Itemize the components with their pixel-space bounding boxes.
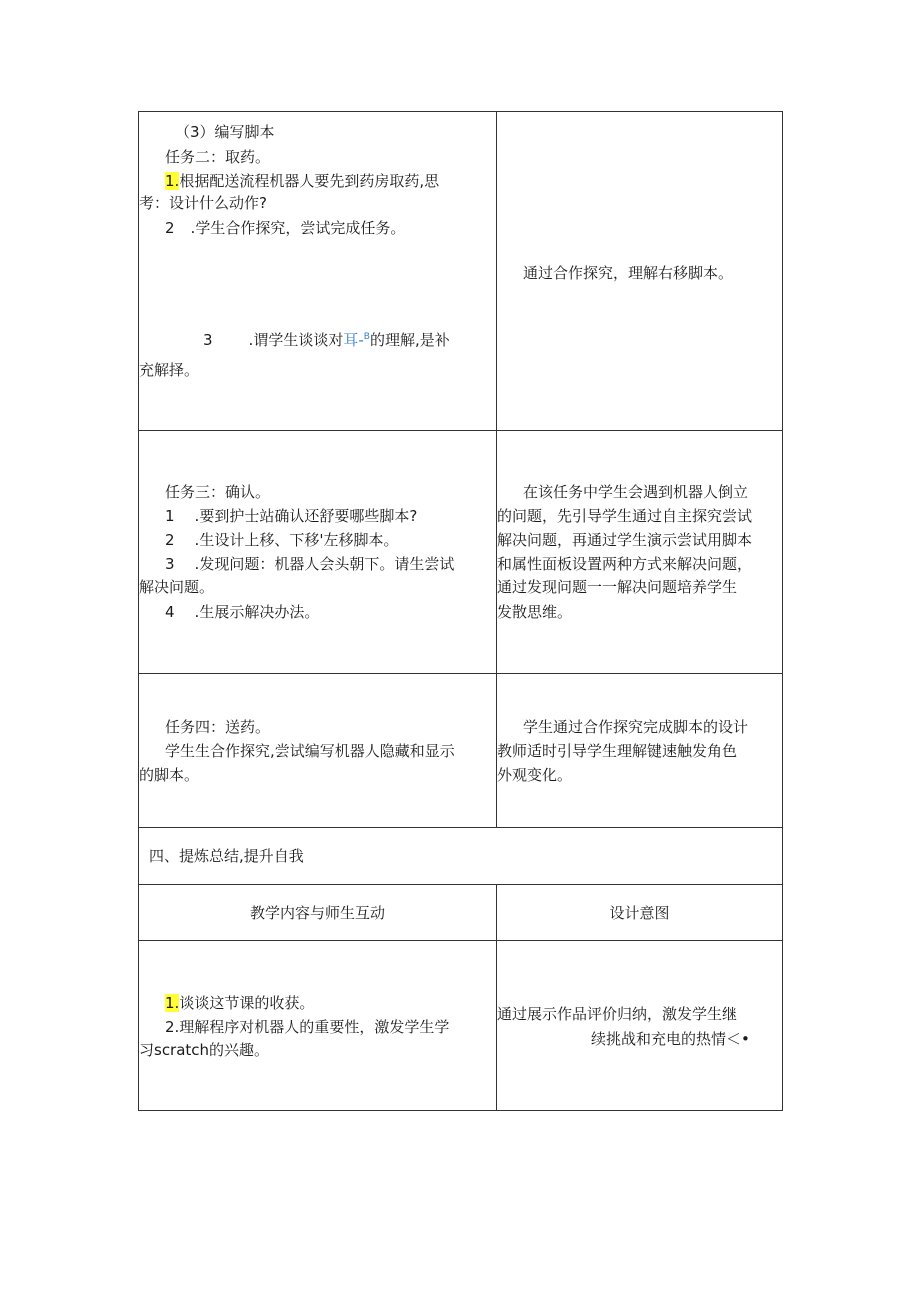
task-title: 任务三：确认。 [165, 483, 271, 501]
highlighted-number: 1. [165, 172, 180, 190]
list-item: 2.理解程序对机器人的重要性，激发学生学 [165, 1018, 450, 1036]
column-header-intent: 设计意图 [609, 904, 670, 922]
list-item: 2 .学生合作探究，尝试完成任务。 [165, 219, 406, 237]
intent-text: 在该任务中学生会遇到机器人倒立 [523, 483, 749, 501]
section-row [139, 828, 783, 885]
intent-cell [497, 941, 783, 1111]
section-title: 四、提炼总结,提升自我 [149, 847, 304, 865]
intent-cell [497, 431, 783, 674]
list-item: 1.谈谈这节课的收获。 [165, 994, 315, 1012]
column-header-content: 教学内容与师生互动 [249, 904, 385, 922]
task-title: 任务四：送药。 [165, 718, 271, 736]
list-item: 1.根据配送流程机器人要先到药房取药,思 [165, 172, 440, 190]
intent-text: 解决问题，再通过学生演示尝试用脚本 [497, 531, 753, 549]
table-row [139, 941, 783, 1111]
content-cell [139, 941, 497, 1111]
task-title: 任务二：取药。 [165, 148, 271, 166]
intent-text: 教师适时引导学生理解键速触发角色 [497, 742, 738, 760]
intent-text: 通过发现问题一一解决问题培养学生 [497, 578, 738, 596]
intent-text: 通过展示作品评价归纳，激发学生继 [497, 1005, 738, 1023]
list-item: 4 .生展示解决办法。 [165, 603, 320, 621]
header-row [139, 885, 783, 941]
list-item: 3 .发现问题：机器人会头朝下。请生尝试 [165, 555, 455, 573]
table-row [139, 674, 783, 828]
content-cell [139, 112, 497, 431]
table-row [139, 112, 783, 431]
lesson-plan-table [138, 111, 783, 1111]
intent-text: 发散思维。 [497, 603, 573, 621]
list-item-continuation: 考：设计什么动作? [139, 194, 267, 212]
intent-text: 外观变化。 [497, 766, 573, 784]
task-text: 学生生合作探究,尝试编写机器人隐藏和显示 [165, 742, 455, 760]
intent-text: 通过合作探究，理解右移脚本。 [523, 264, 734, 282]
column-header [139, 885, 497, 941]
intent-text: 续挑战和充电的热情＜• [591, 1030, 750, 1048]
intent-text: 的问题，先引导学生通过自主探究尝试 [497, 507, 753, 525]
list-item-continuation: 解决问题。 [139, 578, 215, 596]
step-heading: （3）编写脚本 [175, 123, 275, 141]
highlighted-number: 1. [165, 994, 180, 1012]
list-item: 2 .生设计上移、下移'左移脚本。 [165, 531, 399, 549]
content-cell [139, 674, 497, 828]
list-item: 3 .谓学生谈谈对耳-$^B$的理解,是补 [203, 331, 450, 349]
intent-cell [497, 112, 783, 431]
intent-text: 和属性面板设置两种方式来解决问题， [497, 555, 753, 573]
list-item: 1 .要到护士站确认还舒要哪些脚本? [165, 507, 418, 525]
list-item-continuation: 习scratch的兴趣。 [139, 1041, 270, 1059]
intent-text: 学生通过合作探究完成脚本的设计 [523, 718, 749, 736]
column-header [497, 885, 783, 941]
list-item-continuation: 充解择。 [139, 361, 200, 379]
section-heading-cell [139, 828, 783, 885]
task-text-continuation: 的脚本。 [139, 766, 200, 784]
intent-cell [497, 674, 783, 828]
table-row [139, 431, 783, 674]
content-cell [139, 431, 497, 674]
